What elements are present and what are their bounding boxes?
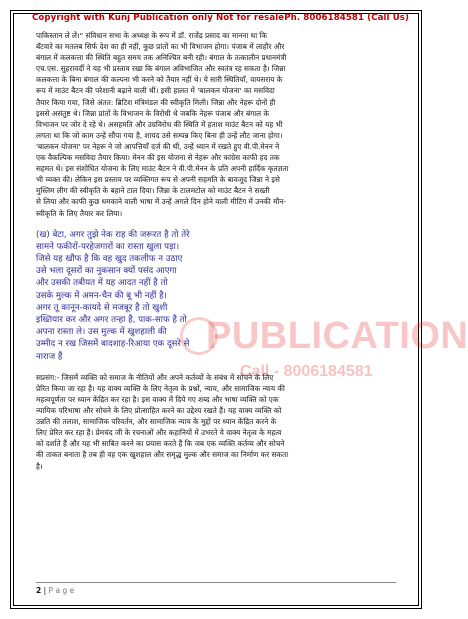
text-line: तैयार किया गया, जिसे अंतत: ब्रिटिश मंत्रिमंडल की स्वीकृति मिली। जिन्ना और नेहरू दोनों ही	[36, 97, 276, 107]
poem-line: नाराज हैं	[36, 351, 63, 362]
text-line: बंगाल में कलकत्ता की स्थिति बहुत समय तक अनिश्चित बनी रही। बंगाल के तत्कालीन प्रधानमंत्री	[36, 53, 287, 63]
text-line: लिए प्रेरित कर रहा है। प्रेमचंद जी के रचनाओं और कहानियों में उभरते ये वाक्य नेतृत्व के महत्व	[36, 428, 282, 438]
page-footer	[36, 586, 396, 595]
history-paragraph	[36, 30, 396, 219]
text-line: सहमत थे। इस संशोधित योजना के लिए माउंट बैटन ने वी.पी.मेनन के प्रति अपनी हार्दिक कृतज्ञता	[36, 164, 289, 174]
text-line: इससे असंतुष्ट थे। जिन्ना प्रांतों के विभाजन के विरोधी थे जबकि नेहरू पंजाब और बंगाल के	[36, 108, 269, 118]
text-line: भी व्यक्त की। लेकिन इस प्रस्ताव पर व्यक्तिगत रूप से अपनी सहमति के बावजूद जिन्ना ने इसे	[36, 175, 280, 185]
poem-line: उसे भला दूसरों का नुकसान क्यों पसंद आएगा	[36, 266, 177, 277]
text-line: एच.एस. सुहरावर्दी ने यह भी प्रस्ताव रखा कि बंगाल अविभाजित और स्वतंत्र रह सकता है। जिन्ना	[36, 64, 286, 74]
poem-line: जिसे यह खौफ है कि वह खुद तकलीफ न उठाए	[36, 254, 183, 264]
text-line: पाकिस्तान ले लें।" संविधान सभा के अध्यक्ष के रूप में डॉ. राजेंद्र प्रसाद का मानना था कि	[36, 31, 267, 40]
page-body	[36, 30, 396, 472]
text-line: सप्रसंग:- जिसमें व्यक्ति को समाज के नीतियों और अपने कर्तव्यों के संबंध में सोचने के लिए	[36, 372, 274, 382]
text-line: विभाजन पर जोर दे रहे थे। असहमति और उग्रविरोध की स्थिति में हताश माउंट बैटन को यह भी	[36, 119, 283, 129]
text-line: रूप में माउंट बैटन की परेशानी बढ़ाने वाली थीं। इसी हालत में 'बालकन योजना' का मसविदा	[36, 86, 275, 96]
poem-line: और उसकी तबीयत में यह आदत नहीं है तो	[36, 278, 168, 289]
watermark-phone: Call - 8006184581	[240, 363, 373, 380]
poem-line: सामने फकीरों-परहेजगारों का रास्ता खुला पड़ा।	[36, 241, 180, 252]
poem-line: उम्मीद न रख जिसमें बादशाह-रिआया एक दूसरे से	[36, 339, 190, 350]
text-line: महत्वपूर्णता पर ध्यान केंद्रित कर रहा है। इस वाक्य में दिये गए शब्द और भाषा व्यक्ति को एक	[36, 395, 279, 405]
text-line: प्रेरित किया जा रहा है। यह वाक्य व्यक्ति के लिए नेतृत्व के प्रश्नों, न्याय, और सामाजिक न्याय की	[36, 383, 285, 393]
text-line: एक वैकल्पिक मसविदा तैयार किया। मेनन की इस योजना से नेहरू और कांग्रेस काफी हद तक	[36, 153, 280, 163]
text-line: को दर्शाते हैं और यह भी साबित करने का प्रयास करते हैं कि जब एक व्यक्ति कर्तव्य और सोचने	[36, 439, 285, 449]
page-number: 2	[36, 586, 42, 595]
text-line: है।	[36, 461, 43, 471]
page-separator: |	[43, 586, 49, 595]
explanation-paragraph	[36, 372, 396, 472]
poem-line: इख्तियार कर और अगर तन्हा है, पाक-साफ है तो	[36, 315, 187, 326]
text-line: 'बालकन योजना' पर नेहरू ने जो आपत्तियाँ दर्ज की थीं, उन्हें ध्यान में रखते हुए वी.पी.मेनन ने	[36, 141, 280, 151]
text-line: की ताकत बनाता है तब ही वह एक खुशहाल और समृद्ध मुल्क और समाज का निर्माण कर सकता	[36, 450, 289, 460]
text-line: न्यायिक परिभाषा और सोचने के लिए प्रोत्साहित करने का उद्देश्य रखते हैं। यह वाक्य व्यक्ति को	[36, 406, 282, 416]
text-line: से लिया और काफी कुछ धमकाने वाली भाषा में उन्हें अगले दिन होने वाली मीटिंग में उनकी मौन-	[36, 197, 287, 207]
text-line: बँटवारे का मतलब सिर्फ देश का ही नहीं, कुछ प्रांतों का भी विभाजन होगा। पंजाब में लाहौर और	[36, 42, 285, 52]
poem-line: अपना रास्ता ले। उस मुल्क में खुशहाली की	[36, 327, 167, 338]
poem-passage	[36, 229, 396, 363]
contact-phone: Ph. 8006184581 (Call Us)	[284, 13, 410, 23]
text-line: लगता था कि जो काम उन्हें सौंपा गया है, शायद उसे सम्पन्न किए बिना ही उन्हें लौट जाना होगा।	[36, 130, 283, 140]
poem-line: (ख) बेटा, अगर तुझे नेक राह की जरूरत है तो तेरे	[36, 229, 190, 240]
watermark-text: PUBLICATION	[206, 315, 468, 357]
text-line: उन्नति की तलाश, सामाजिक परिवर्तन, और सामाजिक न्याय के मुद्दों पर ध्यान केंद्रित करने के	[36, 417, 277, 427]
poem-line: अगर तू कानून-कायदे से मजबूर है तो खुशी	[36, 302, 168, 313]
page-label: P a g e	[48, 586, 75, 595]
copyright-header	[32, 13, 410, 27]
copyright-notice: Copyright with Kunj Publication only Not for resale	[32, 13, 285, 23]
text-line: कलकत्ता के बिना बंगाल की कल्पना भी करने को तैयार नहीं थे। ये सारी स्थितियाँ, वायसराय के	[36, 75, 283, 85]
text-line: स्वीकृति के लिए तैयार कर लिया।	[36, 208, 123, 218]
text-line: मुस्लिम लीग की स्वीकृति के बहाने टाल दिया। जिन्ना के टालमटोल को माउंट बैटन ने सख्ती	[36, 186, 270, 196]
footer-divider	[36, 582, 396, 583]
poem-line: उसके मुल्क में अमन-चैन की बू भी नहीं है।	[36, 290, 167, 301]
